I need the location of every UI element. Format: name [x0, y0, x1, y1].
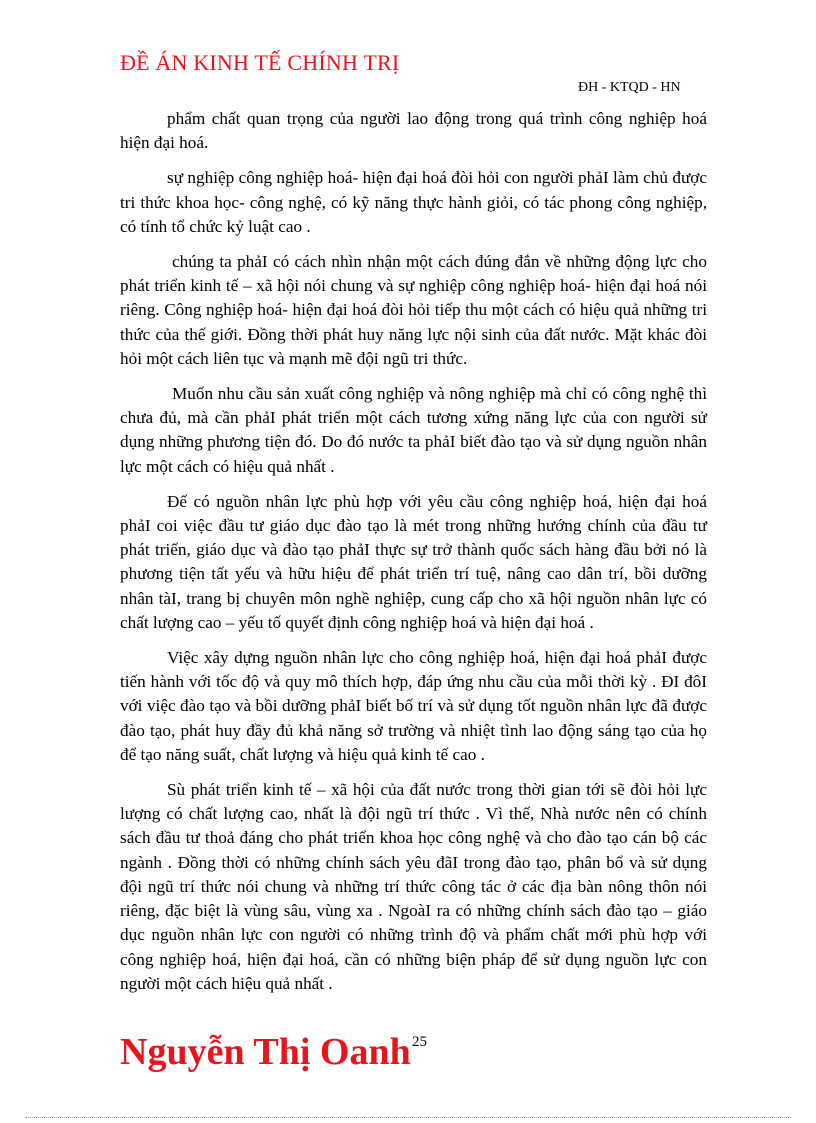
paragraph: Để có nguồn nhân lực phù hợp với yêu cầu công nghiệp hoá, hiện đại hoá phảI coi việc đầu tư giáo dục đào tạo là mét trong những hướng chính của đầu tư phát triển, giáo dục và đào tạo phảI thực sự trở thành quốc sách hàng đầu bởi nó là phương tiện tất yếu và hữu hiệu để phát triển trí tuệ, nâng cao dân trí, bồi dưỡng nhân tàI, trang bị chuyên môn nghề nghiệp, cung cấp cho xã hội nguồn nhân lực có chất lượng cao – yếu tố quyết định công nghiệp hoá và hiện đại hoá . [120, 491, 707, 632]
document-title: ĐỀ ÁN KINH TẾ CHÍNH TRỊ [120, 50, 400, 75]
paragraph: Việc xây dựng nguồn nhân lực cho công nghiệp hoá, hiện đại hoá phảI được tiến hành với tốc độ và quy mô thích hợp, đáp ứng nhu cầu của mỗi thời kỳ . ĐI đôI với việc đào tạo và bồi dưỡng phảI biết bố trí và sử dụng tốt nguồn nhân lực đã được đào tạo, phát huy đầy đủ khả năng sở trường và nhiệt tình lao động sáng tạo của họ để tạo năng suất, chất lượng và hiệu quả kinh tế cao . [120, 648, 707, 764]
paragraph: Muốn nhu cầu sản xuất công nghiệp và nông nghiệp mà chỉ có công nghệ thì chưa đủ, mà cần phảI phát triển một cách tương xứng năng lực của con người sử dụng những phương tiện đó. Do đó nước ta phảI biết đào tạo và sử dụng nguồn nhân lực một cách có hiệu quả nhất . [120, 384, 707, 476]
paragraph: sự nghiệp công nghiệp hoá- hiện đại hoá đòi hỏi con người phảI làm chủ được tri thức khoa học- công nghệ, có kỹ năng thực hành giỏi, có tác phong công nghiệp, có tính tổ chức kỷ luật cao . [120, 168, 707, 236]
institution-label: ĐH - KTQD - HN [578, 80, 681, 95]
body-text [120, 107, 707, 1007]
author-name: Nguyễn Thị Oanh [120, 1031, 411, 1073]
paragraph: chúng ta phảI có cách nhìn nhận một cách đúng đắn về những động lực cho phát triển kinh tế – xã hội nói chung và sự nghiệp công nghiệp hoá- hiện đại hoá nói riêng. Công nghiệp hoá- hiện đại hoá đòi hỏi tiếp thu một cách có hiệu quả những tri thức của thế giới. Đồng thời phát huy năng lực nội sinh của đất nước. Mặt khác đòi hỏi một cách liên tục và mạnh mẽ đội ngũ tri thức. [120, 252, 707, 368]
paragraph: phẩm chất quan trọng của người lao động trong quá trình công nghiệp hoá hiện đại hoá. [120, 109, 707, 153]
footer-divider [25, 1117, 791, 1118]
paragraph: Sù phát triển kinh tế – xã hội của đất nước trong thời gian tới sẽ đòi hỏi lực lượng có chất lượng cao, nhất là đội ngũ trí thức . Vì thế, Nhà nước nên có chính sách đầu tư thoả đáng cho phát triển khoa học công nghệ và cho đào tạo cán bộ các ngành . Đồng thời có những chính sách yêu đãI trong đào tạo, phân bổ và sử dụng đội ngũ trí thức nói chung và những trí thức công tác ở các địa bàn nông thôn nói riêng, đặc biệt là vùng sâu, vùng xa . NgoàI ra có những chính sách đào tạo – giáo dục nguồn nhân lực con người có những trình độ và phẩm chất mới phù hợp với công nghiệp hoá, hiện đại hoá, cần có những biện pháp để sử dụng nguồn lực con người một cách hiệu quả nhất . [120, 780, 707, 993]
page-number: 25 [412, 1034, 427, 1050]
